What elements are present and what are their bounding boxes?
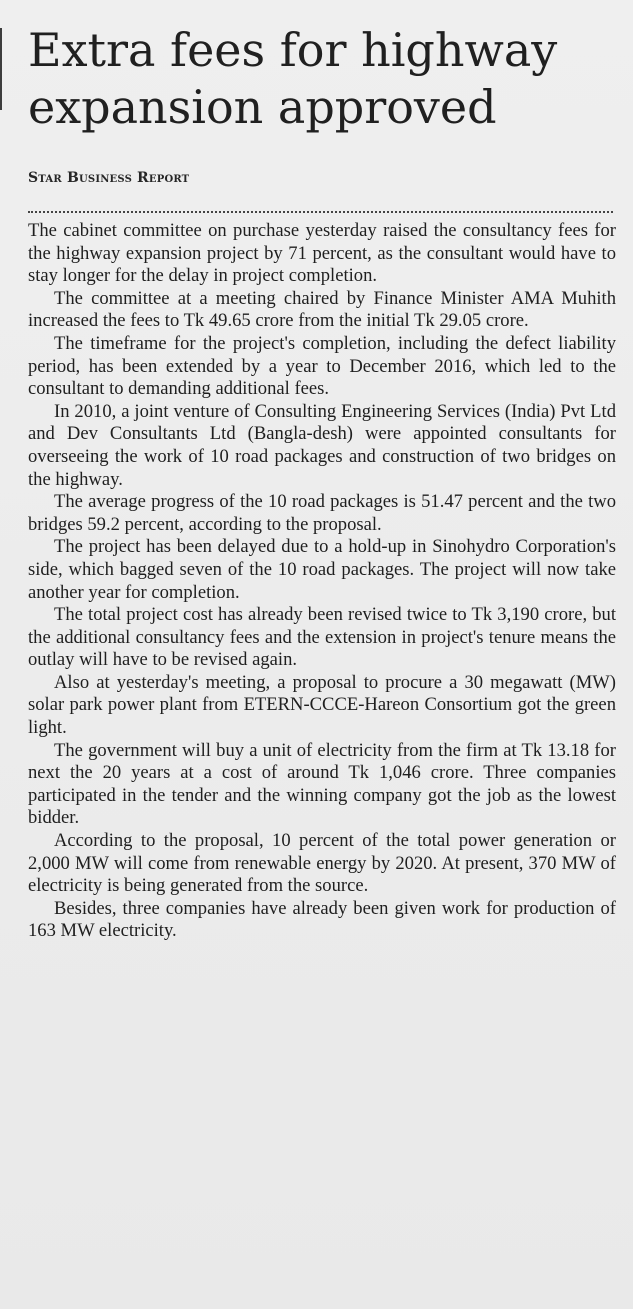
column-rule	[0, 28, 2, 110]
paragraph-6: The project has been delayed due to a hold-up in Sinohydro Corporation's side, which bagged seven of the 10 road packages. The project will now take another year for completion.	[28, 536, 616, 603]
paragraph-3: The timeframe for the project's completion, including the defect liability period, has been extended by a year to December 2016, which led to the consultant to demanding additional fees.	[28, 332, 616, 400]
paragraph-9: The government will buy a unit of electricity from the firm at Tk 13.18 for next the 20 years at a cost of around Tk 1,046 crore. Three companies participated in the tender and the winning company got the job as the lowest bidder.	[28, 739, 616, 829]
paragraph-7: The total project cost has already been revised twice to Tk 3,190 crore, but the additional consultancy fees and the extension in project's tenure means the outlay will have to be revised again.	[28, 604, 616, 671]
paragraph-2: The committee at a meeting chaired by Finance Minister AMA Muhith increased the fees to Tk 49.65 crore from the initial Tk 29.05 crore.	[28, 287, 616, 332]
paragraph-10: According to the proposal, 10 percent of the total power generation or 2,000 MW will come from renewable energy by 2020. At present, 370 MW of electricity is being generated from the source.	[28, 830, 616, 897]
paragraph-8: Also at yesterday's meeting, a proposal to procure a 30 megawatt (MW) solar park power plant from ETERN-CCCE-Hareon Consortium got the green light.	[28, 671, 616, 739]
paragraph-5: The average progress of the 10 road packages is 51.47 percent and the two bridges 59.2 percent, according to the proposal.	[28, 491, 616, 535]
article-headline	[28, 22, 623, 135]
dotted-divider	[28, 211, 613, 213]
paragraph-11: Besides, three companies have already been given work for production of 163 MW electricity.	[28, 897, 616, 942]
paragraph-4: In 2010, a joint venture of Consulting Engineering Services (India) Pvt Ltd and Dev Consultants Ltd (Bangla-desh) were appointed consultants for overseeing the work of 10 road packages and construction of two bridges on the highway.	[28, 400, 616, 490]
headline-line-2: expansion approved	[28, 79, 497, 134]
headline-line-1: Extra fees for highway	[28, 23, 558, 77]
byline: Star Business Report	[28, 170, 190, 186]
paragraph-1: The cabinet committee on purchase yesterday raised the consultancy fees for the highway expansion project by 71 percent, as the consultant would have to stay longer for the delay in project completion.	[28, 220, 616, 287]
article-body	[28, 220, 616, 943]
